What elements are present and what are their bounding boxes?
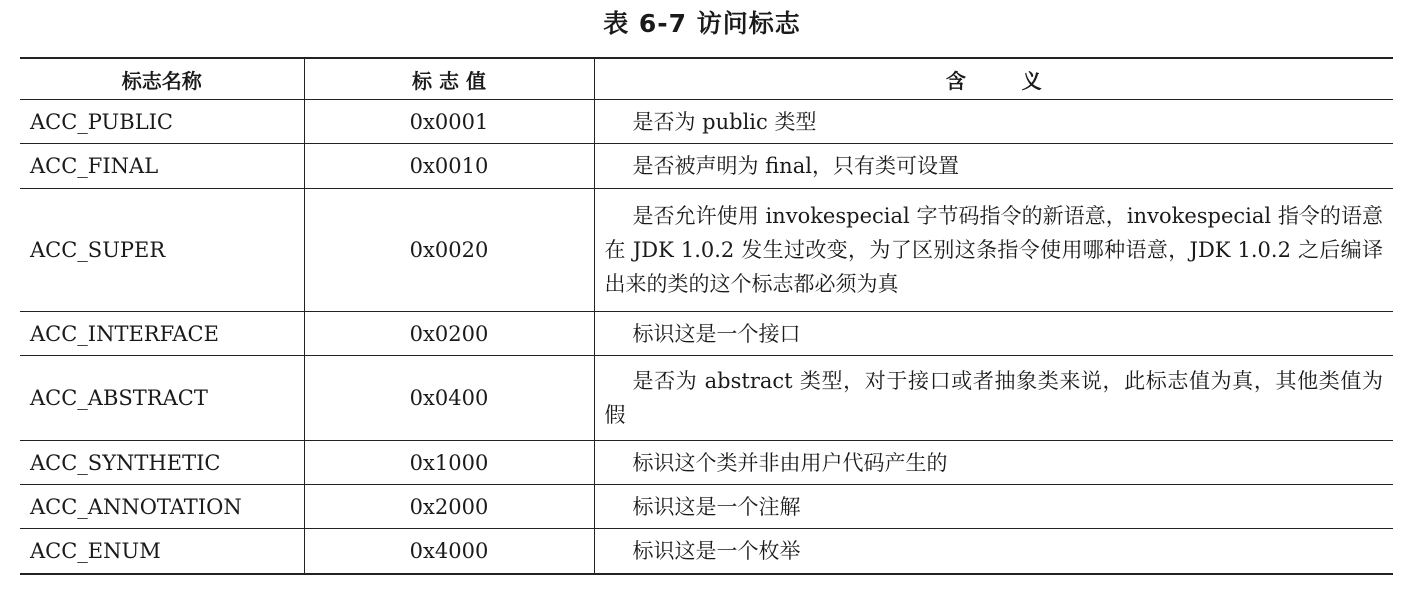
flag-value-cell: 0x0020 (304, 189, 594, 312)
flag-name-cell: ACC_ENUM (30, 539, 161, 563)
flag-meaning-cell (594, 356, 1393, 441)
flag-meaning-cell (594, 529, 1393, 575)
meaning-text: 标识这个类并非由用户代码产生的 (632, 450, 948, 475)
flag-name-cell: ACC_ABSTRACT (20, 356, 304, 441)
header-flag-value: 标 志 值 (304, 58, 594, 100)
meaning-text: 标识这是一个注解 (632, 494, 801, 519)
meaning-text: 标识这是一个接口 (632, 321, 801, 346)
flag-name-cell: ACC_SYNTHETIC (20, 441, 304, 485)
meaning-text: 是否允许使用 invokespecial 字节码指令的新语意，invokespecial 指令的语意在 JDK 1.0.2 发生过改变，为了区别这条指令使用哪种语意，JDK 1.0.2 之后编译出来的类的这个标志都必须为真 (604, 204, 1383, 296)
flag-meaning-cell (594, 441, 1393, 485)
table-row (20, 441, 1393, 485)
meaning-text: 标识这是一个枚举 (632, 539, 801, 563)
header-meaning: 含 义 (594, 58, 1393, 100)
flag-meaning-cell (594, 485, 1393, 529)
flag-name-cell: ACC_INTERFACE (20, 312, 304, 356)
table-row (20, 144, 1393, 189)
flag-name-cell: ACC_PUBLIC (20, 100, 304, 144)
flag-value-cell: 0x0010 (304, 144, 594, 189)
flag-meaning-cell (594, 189, 1393, 312)
table-row (20, 529, 1393, 575)
flag-name-cell: ACC_SUPER (20, 189, 304, 312)
header-flag-name: 标志名称 (20, 58, 304, 100)
flag-value-cell: 0x4000 (304, 529, 594, 575)
flag-meaning-cell (594, 312, 1393, 356)
meaning-text: 是否为 public 类型 (632, 109, 817, 134)
access-flags-table (20, 57, 1393, 575)
flag-name-cell: ACC_ANNOTATION (20, 485, 304, 529)
flag-value-cell: 0x0400 (304, 356, 594, 441)
flag-value-cell: 0x0200 (304, 312, 594, 356)
table-row (20, 485, 1393, 529)
flag-meaning-cell (594, 144, 1393, 189)
meaning-text: 是否被声明为 final，只有类可设置 (632, 154, 959, 178)
table-row (20, 312, 1393, 356)
table-row (20, 356, 1393, 441)
table-row (20, 100, 1393, 144)
header-row (20, 58, 1393, 100)
flag-name-cell: ACC_FINAL (20, 144, 304, 189)
table-row (20, 189, 1393, 312)
table-caption: 表 6-7 访问标志 (603, 9, 801, 38)
flag-value-cell: 0x0001 (304, 100, 594, 144)
flag-value-cell: 0x1000 (304, 441, 594, 485)
flag-meaning-cell (594, 100, 1393, 144)
meaning-text: 是否为 abstract 类型，对于接口或者抽象类来说，此标志值为真，其他类值为假 (604, 369, 1383, 427)
flag-value-cell: 0x2000 (304, 485, 594, 529)
